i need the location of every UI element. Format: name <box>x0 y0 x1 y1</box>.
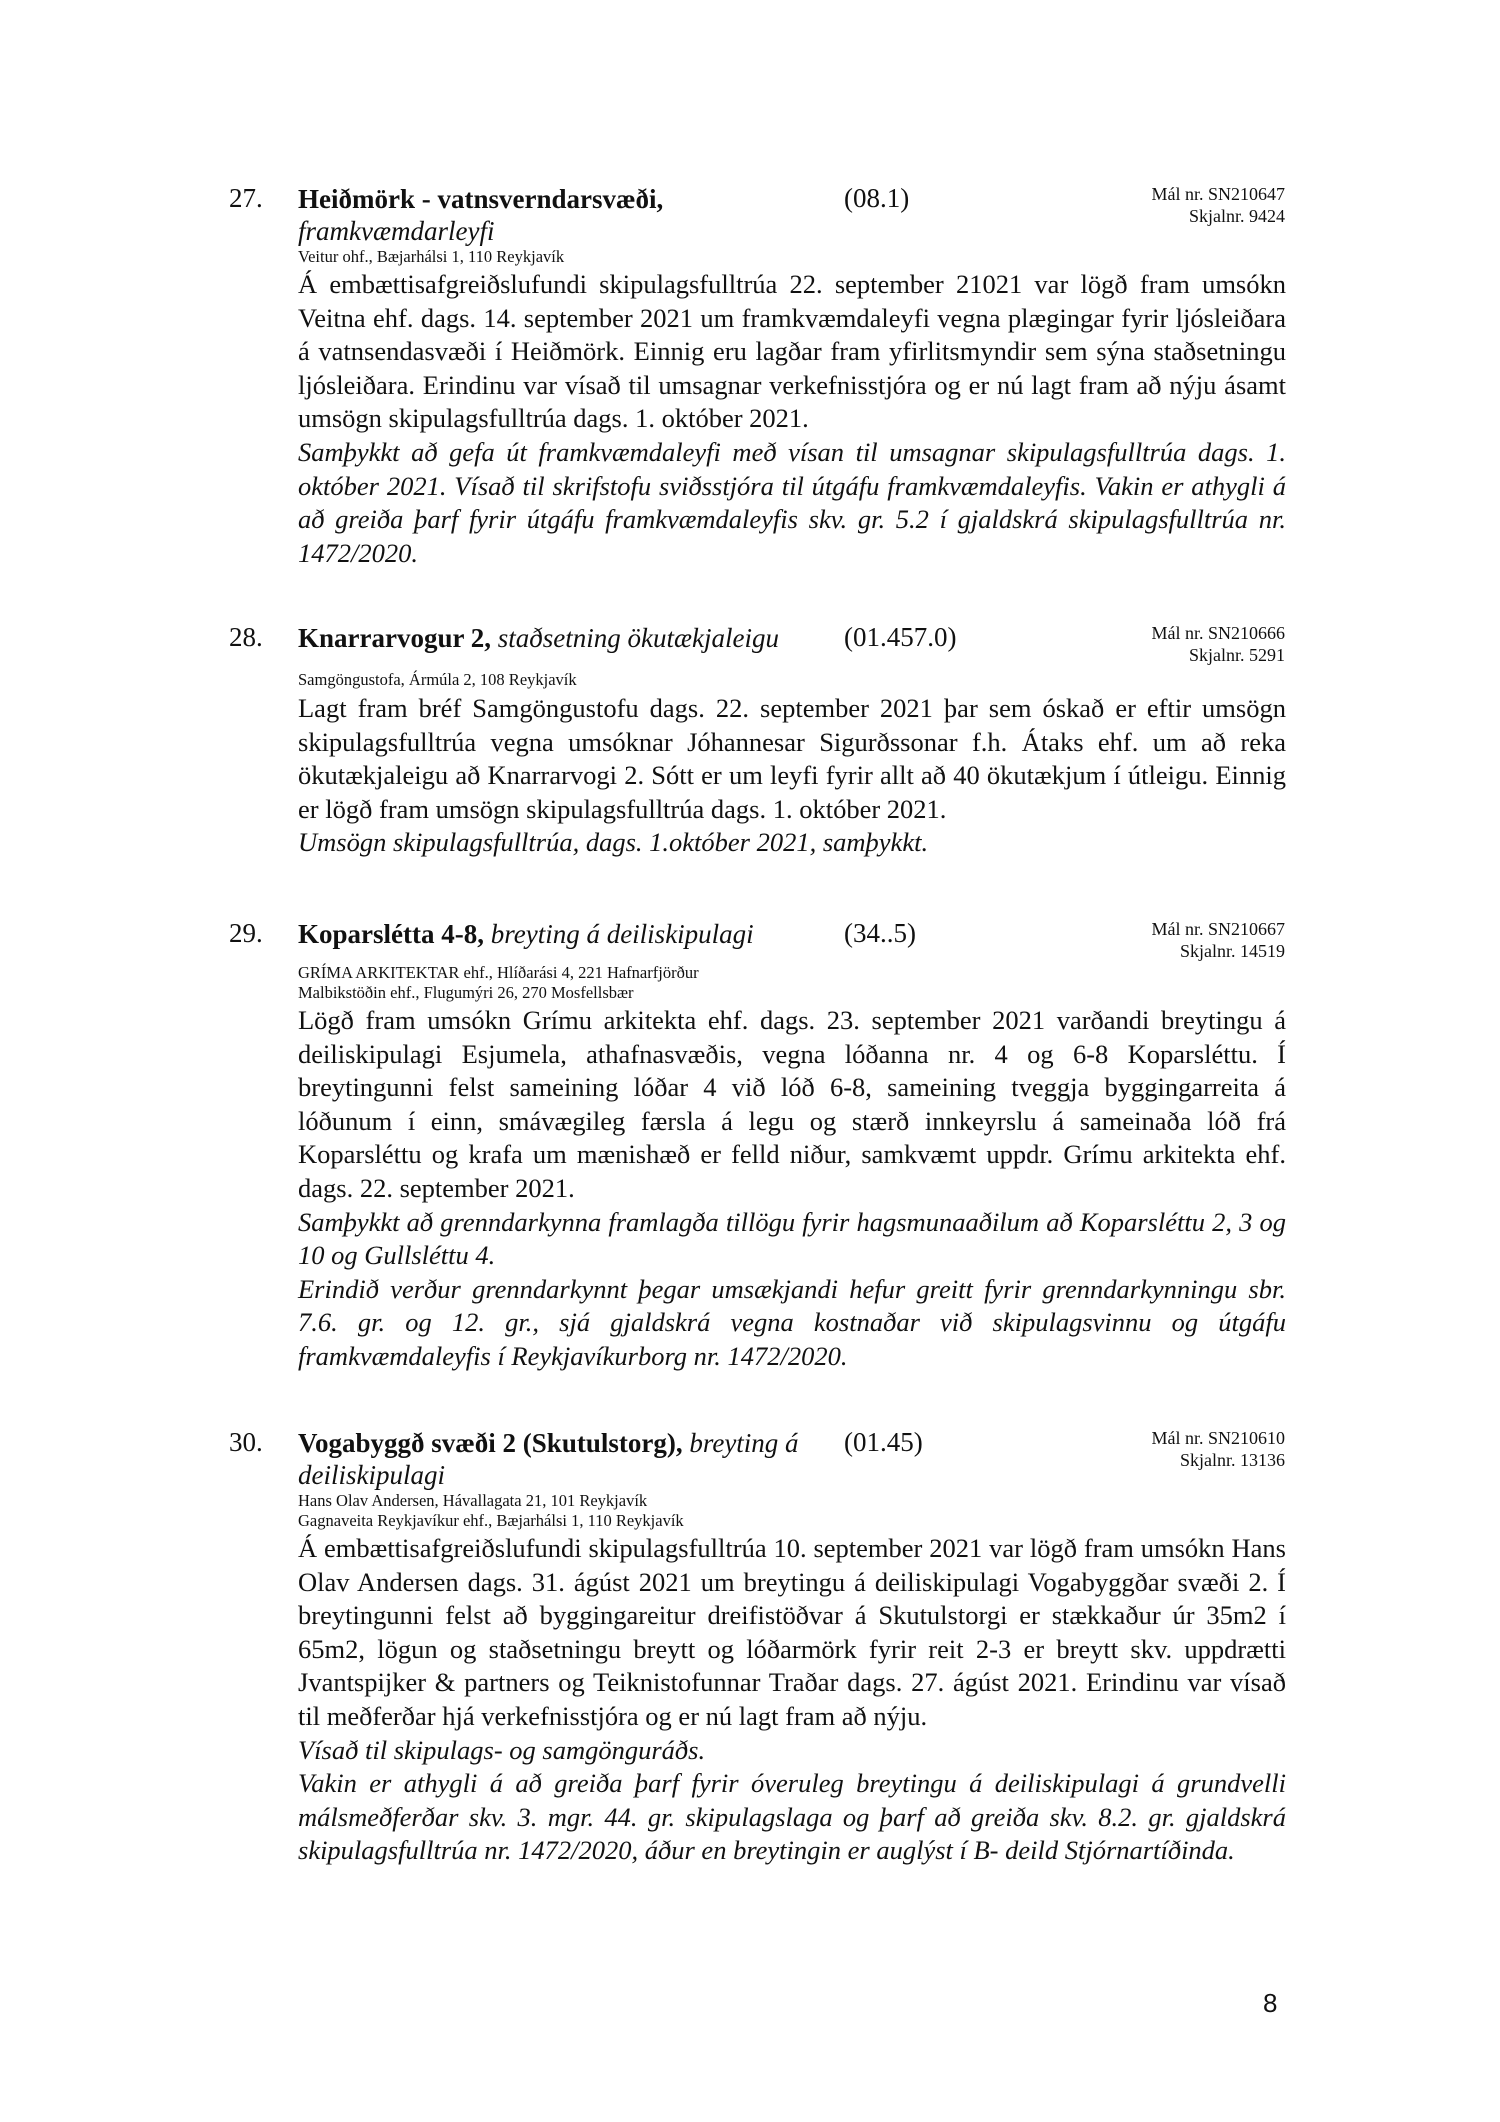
item-reference <box>1151 183 1285 227</box>
item-body <box>298 1004 1286 1374</box>
item-code: (01.457.0) <box>844 622 957 652</box>
document-number: Skjalnr. 13136 <box>1179 1450 1285 1470</box>
case-number: Mál nr. SN210647 <box>1151 184 1285 204</box>
item-decision: Samþykkt að gefa út framkvæmdaleyfi með vísan til umsagnar skipulagsfulltrúa dags. 1. október 2021. Vísað til skrifstofu sviðsstjóra til útgáfu framkvæmdaleyfis. Vakin er athygli á að greiða þarf fyrir útgáfu framkvæmdaleyfis skv. gr. 5.2 í gjaldskrá skipulagsfulltrúa nr. 1472/2020. <box>298 436 1286 568</box>
item-body <box>298 692 1286 860</box>
item-parties <box>298 963 699 1003</box>
item-description: Lagt fram bréf Samgöngustofu dags. 22. september 2021 þar sem óskað er eftir umsögn skipulagsfulltrúa vegna umsóknar Jóhannesar Sigurðssonar f.h. Átaks ehf. um að reka ökutækjaleigu að Knarrarvogi 2. Sótt er um leyfi fyrir allt að 40 ökutækjum í útleigu. Einnig er lögð fram umsögn skipulagsfulltrúa dags. 1. október 2021. <box>298 693 1286 824</box>
item-decision: Umsögn skipulagsfulltrúa, dags. 1.október 2021, samþykkt. <box>298 827 929 858</box>
item-decision: Samþykkt að grenndarkynna framlagða tillögu fyrir hagsmunaaðilum að Koparsléttu 2, 3 og 10 og Gullsléttu 4. <box>298 1206 1286 1271</box>
item-number: 27. <box>229 183 263 213</box>
document-number: Skjalnr. 14519 <box>1179 941 1285 961</box>
item-title <box>298 183 818 247</box>
item-title-italic: breyting á deiliskipulagi <box>298 1428 799 1490</box>
item-title <box>298 918 858 950</box>
item-title-italic: breyting á deiliskipulagi <box>490 919 754 949</box>
item-description: Á embættisafgreiðslufundi skipulagsfulltrúa 22. september 21021 var lögð fram umsókn Veitna ehf. dags. 14. september 2021 um framkvæmdaleyfi vegna plægingar fyrir ljósleiðara á vatnsendasvæði í Heiðmörk. Einnig eru lagðar fram yfirlitsmyndir sem sýna staðsetningu ljósleiðara. Erindinu var vísað til umsagnar verkefnisstjóra og er nú lagt fram að nýju ásamt umsögn skipulagsfulltrúa dags. 1. október 2021. <box>298 269 1286 434</box>
item-number: 30. <box>229 1427 263 1457</box>
item-title-italic: staðsetning ökutækjaleigu <box>497 623 779 653</box>
case-number: Mál nr. SN210666 <box>1151 623 1285 643</box>
case-number: Mál nr. SN210667 <box>1151 919 1285 939</box>
document-number: Skjalnr. 9424 <box>1188 206 1285 226</box>
item-decision: Vakin er athygli á að greiða þarf fyrir óveruleg breytingu á deiliskipulagi á grundvelli málsmeðferðar skv. 3. mgr. 44. gr. skipulagslaga og þarf að greiða skv. 8.2. gr. gjaldskrá skipulagsfulltrúa nr. 1472/2020, áður en breytingin er auglýst í B- deild Stjórnartíðinda. <box>298 1768 1286 1866</box>
case-number: Mál nr. SN210610 <box>1151 1428 1285 1448</box>
party: Veitur ohf., Bæjarhálsi 1, 110 Reykjavík <box>298 247 565 266</box>
item-title-italic: framkvæmdarleyfi <box>298 216 495 246</box>
document-number: Skjalnr. 5291 <box>1188 645 1285 665</box>
item-number: 28. <box>229 622 263 652</box>
item-title-bold: Knarrarvogur 2, <box>298 623 491 653</box>
item-number: 29. <box>229 918 263 948</box>
item-decision: Erindið verður grenndarkynnt þegar umsækjandi hefur greitt fyrir grenndarkynningu sbr. 7.6. gr. og 12. gr., sjá gjaldskrá vegna kostnaðar við skipulagsvinnu og útgáfu framkvæmdaleyfis í Reykjavíkurborg nr. 1472/2020. <box>298 1273 1286 1371</box>
item-parties <box>298 670 577 690</box>
party: Hans Olav Andersen, Hávallagata 21, 101 Reykjavík <box>298 1491 648 1510</box>
party: Gagnaveita Reykjavíkur ehf., Bæjarhálsi 1, 110 Reykjavík <box>298 1511 684 1530</box>
item-title-bold: Koparslétta 4-8, <box>298 919 484 949</box>
item-code: (34..5) <box>844 918 916 948</box>
item-title-bold: Heiðmörk - vatnsverndarsvæði, <box>298 184 664 214</box>
party: Malbikstöðin ehf., Flugumýri 26, 270 Mosfellsbær <box>298 983 634 1002</box>
item-reference <box>1151 622 1285 666</box>
item-reference <box>1151 918 1285 962</box>
item-parties <box>298 1491 684 1531</box>
item-title <box>298 1427 828 1491</box>
item-reference <box>1151 1427 1285 1471</box>
party: GRÍMA ARKITEKTAR ehf., Hlíðarási 4, 221 Hafnarfjörður <box>298 963 699 982</box>
item-description: Á embættisafgreiðslufundi skipulagsfulltrúa 10. september 2021 var lögð fram umsókn Hans Olav Andersen dags. 31. ágúst 2021 um breytingu á deiliskipulagi Vogabyggðar svæði 2. Í breytingunni felst að byggingareitur dreifistöðvar á Skutulstorgi er stækkaður úr 35m2 í 65m2, lögun og staðsetningu breytt og lóðarmörk fyrir reit 2-3 er breytt skv. uppdrætti Jvantspijker & partners og Teiknistofunnar Traðar dags. 27. ágúst 2021. Erindinu var vísað til meðferðar hjá verkefnisstjóra og er nú lagt fram að nýju. <box>298 1533 1286 1731</box>
item-body <box>298 1532 1286 1868</box>
item-body <box>298 268 1286 570</box>
item-description: Lögð fram umsókn Grímu arkitekta ehf. dags. 23. september 2021 varðandi breytingu á deiliskipulagi Esjumela, athafnasvæðis, vegna lóðanna nr. 4 og 6-8 Koparsléttu. Í breytingunni felst sameining lóðar 4 við lóð 6-8, sameining tveggja byggingarreita á lóðunum í einn, smávægileg færsla á legu og stærð innkeyrslu á sameinaða lóð frá Koparsléttu og krafa um mænishæð er felld niður, samkvæmt uppdr. Grímu arkitekta ehf. dags. 22. september 2021. <box>298 1005 1286 1203</box>
page-number: 8 <box>1263 1988 1278 2018</box>
item-title <box>298 622 858 654</box>
item-code: (08.1) <box>844 183 910 213</box>
item-title-bold: Vogabyggð svæði 2 (Skutulstorg), <box>298 1428 683 1458</box>
item-code: (01.45) <box>844 1427 923 1457</box>
item-parties <box>298 247 564 267</box>
party: Samgöngustofa, Ármúla 2, 108 Reykjavík <box>298 670 577 689</box>
item-decision: Vísað til skipulags- og samgönguráðs. <box>298 1734 706 1765</box>
